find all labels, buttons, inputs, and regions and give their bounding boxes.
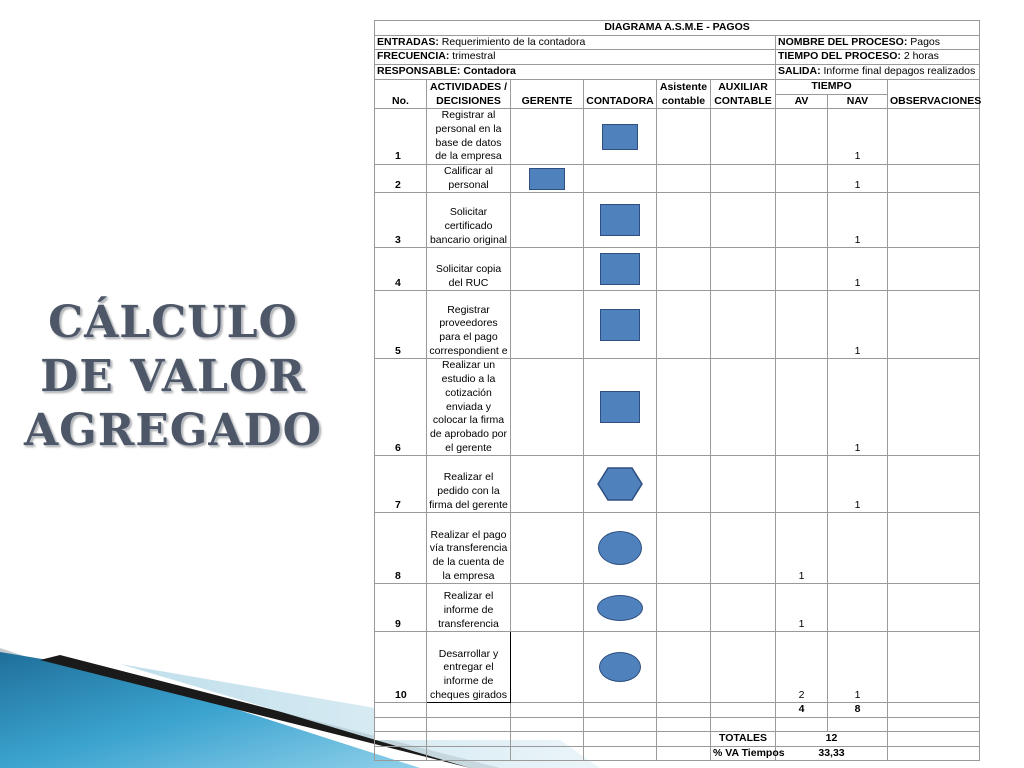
table-row xyxy=(375,513,980,584)
row-activity: Realizar el pedido con la firma del gerente xyxy=(427,456,511,513)
contadora-cell xyxy=(584,291,657,359)
va-label: % VA Tiempos xyxy=(711,746,776,761)
salida-label: SALIDA: xyxy=(778,65,821,78)
tiempo-proceso-cell xyxy=(776,50,980,65)
auxiliar-cell xyxy=(711,248,776,291)
sum-av: 4 xyxy=(776,703,828,718)
observaciones-cell xyxy=(888,109,980,165)
contadora-cell xyxy=(584,193,657,248)
frecuencia-value: trimestral xyxy=(452,50,496,63)
row-number: 3 xyxy=(375,193,427,248)
spacer-row xyxy=(375,718,980,732)
row-activity: Registrar al personal en la base de datos de la empresa xyxy=(427,109,511,165)
auxiliar-cell xyxy=(711,584,776,632)
operation-square-icon xyxy=(600,309,640,341)
asistente-cell xyxy=(657,456,711,513)
gerente-cell xyxy=(511,456,584,513)
row-activity: Registrar proveedores para el pago correspondient e xyxy=(427,291,511,359)
totales-label: TOTALES xyxy=(711,732,776,747)
observaciones-cell xyxy=(888,193,980,248)
auxiliar-cell xyxy=(711,165,776,193)
responsable-label: RESPONSABLE: xyxy=(377,65,461,78)
asistente-cell xyxy=(657,513,711,584)
auxiliar-cell xyxy=(711,632,776,703)
row-activity: Realizar un estudio a la cotización enviada y colocar la firma de aprobado por el gerente xyxy=(427,359,511,456)
va-value: 33,33 xyxy=(776,746,888,761)
row-number: 1 xyxy=(375,109,427,165)
operation-circle-icon xyxy=(599,652,641,682)
table-row xyxy=(375,456,980,513)
gerente-cell xyxy=(511,513,584,584)
asistente-cell xyxy=(657,193,711,248)
asistente-cell xyxy=(657,584,711,632)
gerente-cell xyxy=(511,291,584,359)
contadora-cell xyxy=(584,513,657,584)
row-number: 2 xyxy=(375,165,427,193)
row-activity: Solicitar certificado bancario original xyxy=(427,193,511,248)
av-cell xyxy=(776,291,828,359)
observaciones-cell xyxy=(888,291,980,359)
observaciones-cell xyxy=(888,248,980,291)
operation-square-icon xyxy=(600,253,640,285)
av-cell: 1 xyxy=(776,513,828,584)
row-number: 8 xyxy=(375,513,427,584)
observaciones-cell xyxy=(888,584,980,632)
row-number: 6 xyxy=(375,359,427,456)
contadora-cell xyxy=(584,248,657,291)
observaciones-cell xyxy=(888,359,980,456)
contadora-cell xyxy=(584,632,657,703)
av-cell xyxy=(776,359,828,456)
table-row xyxy=(375,109,980,165)
nav-cell xyxy=(828,513,888,584)
av-cell xyxy=(776,248,828,291)
col-header-no: No. xyxy=(375,79,427,108)
row-activity: Desarrollar y entregar el informe de cheques girados xyxy=(427,632,511,703)
av-cell xyxy=(776,165,828,193)
col-header-auxiliar: AUXILIAR CONTABLE xyxy=(711,79,776,108)
row-activity: Solicitar copia del RUC xyxy=(427,248,511,291)
entradas-cell xyxy=(375,35,776,50)
gerente-cell xyxy=(511,193,584,248)
contadora-cell xyxy=(584,165,657,193)
av-cell xyxy=(776,193,828,248)
operation-square-icon xyxy=(529,168,565,190)
responsable-cell xyxy=(375,65,776,80)
asistente-cell xyxy=(657,291,711,359)
gerente-cell xyxy=(511,165,584,193)
operation-square-icon xyxy=(602,124,638,150)
row-number: 4 xyxy=(375,248,427,291)
table-row xyxy=(375,193,980,248)
asme-table xyxy=(374,20,980,761)
nav-cell xyxy=(828,584,888,632)
page-title-line: DE VALOR xyxy=(40,351,306,402)
gerente-cell xyxy=(511,109,584,165)
row-number: 5 xyxy=(375,291,427,359)
nav-cell: 1 xyxy=(828,359,888,456)
gerente-cell xyxy=(511,632,584,703)
observaciones-cell xyxy=(888,632,980,703)
page-title-line: CÁLCULO xyxy=(48,297,298,348)
row-number: 10 xyxy=(375,632,427,703)
operation-circle-icon xyxy=(598,531,642,565)
table-row xyxy=(375,248,980,291)
row-number: 7 xyxy=(375,456,427,513)
entradas-label: ENTRADAS: xyxy=(377,35,439,48)
table-row xyxy=(375,291,980,359)
col-header-observaciones: OBSERVACIONES xyxy=(888,79,980,108)
row-activity: Realizar el pago vía transferencia de la cuenta de la empresa xyxy=(427,513,511,584)
proceso-cell xyxy=(776,35,980,50)
asme-diagram-sheet xyxy=(374,20,982,759)
sum-row xyxy=(375,703,980,718)
table-row xyxy=(375,584,980,632)
gerente-cell xyxy=(511,359,584,456)
auxiliar-cell xyxy=(711,513,776,584)
page-title-line: AGREGADO xyxy=(23,405,323,456)
gerente-cell xyxy=(511,584,584,632)
nav-cell: 1 xyxy=(828,193,888,248)
col-header-actividades: ACTIVIDADES / DECISIONES xyxy=(427,79,511,108)
operation-square-icon xyxy=(600,204,640,236)
contadora-cell xyxy=(584,456,657,513)
nav-cell: 1 xyxy=(828,109,888,165)
av-cell xyxy=(776,456,828,513)
salida-value: Informe final depagos realizados xyxy=(823,65,976,78)
page-title xyxy=(0,296,346,458)
row-activity: Realizar el informe de transferencia xyxy=(427,584,511,632)
auxiliar-cell xyxy=(711,359,776,456)
contadora-cell xyxy=(584,359,657,456)
auxiliar-cell xyxy=(711,109,776,165)
proceso-label: NOMBRE DEL PROCESO: xyxy=(778,35,908,48)
tiempo-proceso-label: TIEMPO DEL PROCESO: xyxy=(778,50,901,63)
col-header-av: AV xyxy=(776,94,828,109)
observaciones-cell xyxy=(888,513,980,584)
asistente-cell xyxy=(657,109,711,165)
table-row xyxy=(375,632,980,703)
col-header-asistente: Asistente contable xyxy=(657,79,711,108)
va-row xyxy=(375,746,980,761)
diagram-heading: DIAGRAMA A.S.M.E - PAGOS xyxy=(375,21,980,36)
contadora-cell xyxy=(584,109,657,165)
table-row xyxy=(375,359,980,456)
entradas-value: Requerimiento de la contadora xyxy=(441,35,586,48)
col-header-tiempo: TIEMPO xyxy=(776,79,888,94)
asistente-cell xyxy=(657,359,711,456)
nav-cell: 1 xyxy=(828,291,888,359)
asistente-cell xyxy=(657,632,711,703)
frecuencia-cell xyxy=(375,50,776,65)
col-header-contadora: CONTADORA xyxy=(584,79,657,108)
observaciones-cell xyxy=(888,456,980,513)
operation-circle-icon xyxy=(597,595,643,621)
nav-cell: 1 xyxy=(828,632,888,703)
salida-cell xyxy=(776,65,980,80)
auxiliar-cell xyxy=(711,291,776,359)
hexagon-icon xyxy=(597,467,643,501)
asistente-cell xyxy=(657,248,711,291)
col-header-nav: NAV xyxy=(828,94,888,109)
proceso-value: Pagos xyxy=(910,35,941,48)
asistente-cell xyxy=(657,165,711,193)
observaciones-cell xyxy=(888,165,980,193)
responsable-value: Contadora xyxy=(463,65,516,78)
col-header-gerente: GERENTE xyxy=(511,79,584,108)
av-cell: 1 xyxy=(776,584,828,632)
totales-value: 12 xyxy=(776,732,888,747)
nav-cell: 1 xyxy=(828,248,888,291)
av-cell xyxy=(776,109,828,165)
totales-row xyxy=(375,732,980,747)
row-activity: Calificar al personal xyxy=(427,165,511,193)
auxiliar-cell xyxy=(711,193,776,248)
row-number: 9 xyxy=(375,584,427,632)
auxiliar-cell xyxy=(711,456,776,513)
operation-square-icon xyxy=(600,391,640,423)
table-row xyxy=(375,165,980,193)
contadora-cell xyxy=(584,584,657,632)
nav-cell: 1 xyxy=(828,165,888,193)
gerente-cell xyxy=(511,248,584,291)
sum-nav: 8 xyxy=(828,703,888,718)
nav-cell: 1 xyxy=(828,456,888,513)
av-cell: 2 xyxy=(776,632,828,703)
frecuencia-label: FRECUENCIA: xyxy=(377,50,450,63)
tiempo-proceso-value: 2 horas xyxy=(903,50,939,63)
